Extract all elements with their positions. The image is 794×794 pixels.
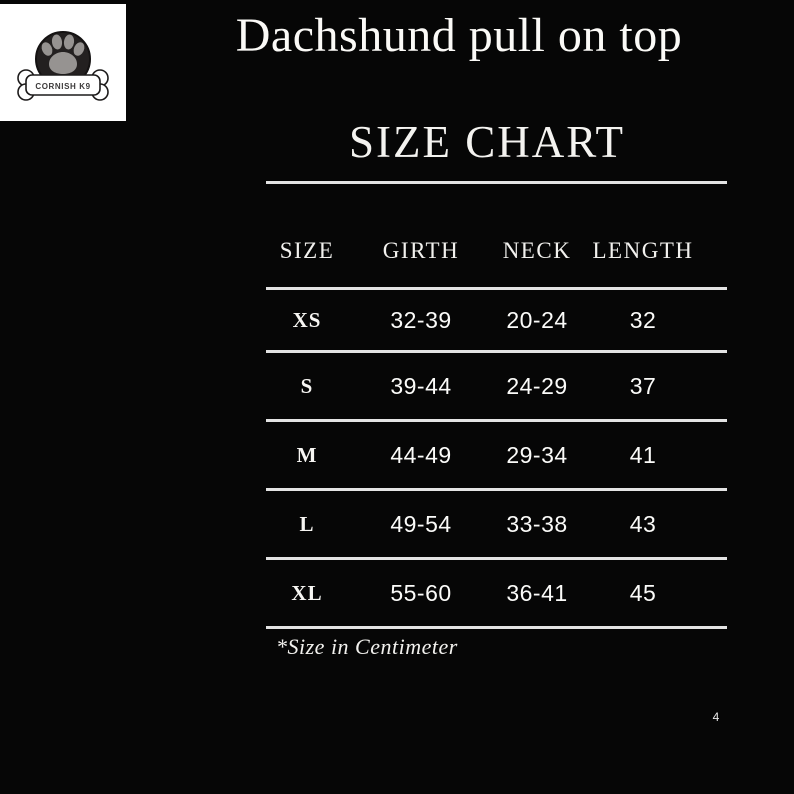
length-cell: 32 xyxy=(629,306,657,333)
column-header-girth: GIRTH xyxy=(382,237,460,263)
table-row-l xyxy=(266,491,727,560)
size-chart-table xyxy=(266,181,727,629)
column-header-neck: NECK xyxy=(502,237,572,263)
neck-cell: 24-29 xyxy=(506,372,568,399)
girth-cell: 44-49 xyxy=(390,441,452,468)
length-cell: 43 xyxy=(629,510,657,537)
size-cell: XS xyxy=(292,307,322,332)
neck-cell: 20-24 xyxy=(506,306,568,333)
neck-cell: 29-34 xyxy=(506,441,568,468)
brand-logo xyxy=(0,4,126,121)
cornish-k9-logo-icon xyxy=(4,8,122,118)
table-row-xl xyxy=(266,560,727,629)
column-header-size: SIZE xyxy=(279,237,335,263)
page-number: 4 xyxy=(712,710,720,724)
table-row-xs xyxy=(266,290,727,353)
length-cell: 45 xyxy=(629,579,657,606)
table-row-s xyxy=(266,353,727,422)
girth-cell: 49-54 xyxy=(390,510,452,537)
neck-cell: 33-38 xyxy=(506,510,568,537)
girth-cell: 32-39 xyxy=(390,306,452,333)
size-cell: XL xyxy=(291,580,323,605)
girth-cell: 39-44 xyxy=(390,372,452,399)
logo-brand-text: CORNISH K9 xyxy=(35,81,91,91)
girth-cell: 55-60 xyxy=(390,579,452,606)
size-chart-heading: SIZE CHART xyxy=(348,117,626,167)
table-row-m xyxy=(266,422,727,491)
table-header-row xyxy=(266,184,727,290)
page-title: Dachshund pull on top xyxy=(235,9,683,62)
column-header-length: LENGTH xyxy=(592,237,694,263)
size-unit-note: *Size in Centimeter xyxy=(276,634,458,659)
size-cell: L xyxy=(299,511,315,536)
length-cell: 41 xyxy=(629,441,657,468)
neck-cell: 36-41 xyxy=(506,579,568,606)
length-cell: 37 xyxy=(629,372,657,399)
size-cell: M xyxy=(296,442,318,467)
size-cell: S xyxy=(300,373,314,398)
